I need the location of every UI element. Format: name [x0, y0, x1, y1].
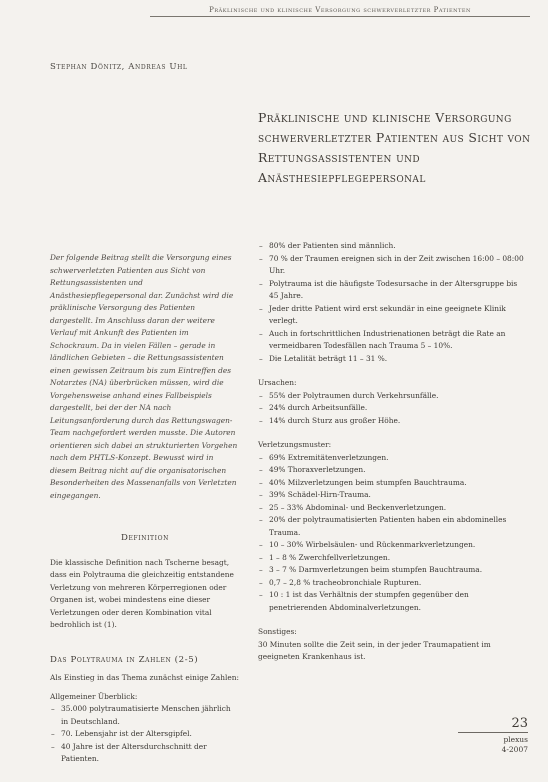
list-item: – 35.000 polytraumatisierte Menschen jährlich in Deutschland. — [50, 703, 240, 728]
list-item: – 10 : 1 ist das Verhältnis der stumpfen gegenüber den penetrierenden Abdominalverletzungen. — [258, 589, 528, 614]
page-footer — [458, 716, 528, 755]
title-line: schwerverletzter Patienten aus Sicht von — [258, 130, 531, 145]
list-item: – 49% Thoraxverletzungen. — [258, 464, 528, 477]
article-authors: Stephan Dönitz, Andreas Uhl — [50, 62, 188, 72]
journal-issue: 4-2007 — [501, 745, 528, 754]
list-item: – 40 Jahre ist der Altersdurchschnitt der Patienten. — [50, 741, 240, 766]
list-item: – 55% der Polytraumen durch Verkehrsunfälle. — [258, 390, 528, 403]
list-item: – 80% der Patienten sind männlich. — [258, 240, 528, 253]
section-heading-zahlen: Das Polytrauma in Zahlen (2-5) — [50, 654, 199, 665]
causes-list — [258, 390, 528, 428]
title-line: Rettungsassistenten und — [258, 150, 420, 165]
list-item: – 20% der polytraumatisierten Patienten haben ein abdominelles Trauma. — [258, 514, 528, 539]
list-item: – 14% durch Sturz aus großer Höhe. — [258, 415, 528, 428]
list-item: – 10 – 30% Wirbelsäulen- und Rückenmarkverletzungen. — [258, 539, 528, 552]
list-item: – 25 – 33% Abdominal- und Beckenverletzungen. — [258, 502, 528, 515]
list-item: – Auch in fortschrittlichen Industrienationen beträgt die Rate an vermeidbaren Todesfällen nach Trauma 5 – 10%. — [258, 328, 528, 353]
title-line: Präklinische und klinische Versorgung — [258, 110, 512, 125]
definition-text: Die klassische Definition nach Tscherne besagt, dass ein Polytrauma die gleichzeitig entstandene Verletzung von mehreren Körperregionen oder Organen ist, wobei mindestens eine dieser Verletzungen oder deren Kombination vital bedrohlich ist (1). — [50, 557, 234, 629]
page-number: 23 — [458, 716, 528, 733]
overview-label: Allgemeiner Überblick: — [50, 691, 138, 701]
injury-pattern-label: Verletzungsmuster: — [258, 440, 332, 449]
list-item: – 39% Schädel-Hirn-Trauma. — [258, 489, 528, 502]
list-item: – Polytrauma ist die häufigste Todesursache in der Altersgruppe bis 45 Jahre. — [258, 278, 528, 303]
list-item: – 24% durch Arbeitsunfälle. — [258, 402, 528, 415]
section-heading-definition: Definition — [121, 533, 169, 543]
list-item: – 1 – 8 % Zwerchfellverletzungen. — [258, 552, 528, 565]
list-item: – 70. Lebensjahr ist der Altersgipfel. — [50, 728, 240, 741]
overview-list-continued — [258, 240, 528, 365]
zahlen-intro: Als Einstieg in das Thema zunächst einige Zahlen: — [50, 673, 239, 682]
running-head: Präklinische und klinische Versorgung schwerverletzter Patienten — [150, 6, 530, 17]
list-item: – Die Letalität beträgt 11 – 31 %. — [258, 353, 528, 366]
list-item: – 70 % der Traumen ereignen sich in der Zeit zwischen 16:00 – 08:00 Uhr. — [258, 253, 528, 278]
journal-name: plexus — [503, 735, 528, 744]
overview-list — [50, 703, 240, 766]
injury-pattern-list — [258, 452, 528, 615]
list-item: – 69% Extremitätenverletzungen. — [258, 452, 528, 465]
misc-label: Sonstiges: — [258, 627, 297, 636]
right-column — [258, 240, 528, 664]
misc-text: 30 Minuten sollte die Zeit sein, in der jeder Traumapatient im geeigneten Krankenhaus ist. — [258, 639, 491, 661]
list-item: – 0,7 – 2,8 % tracheobronchiale Rupturen. — [258, 577, 528, 590]
list-item: – 40% Milzverletzungen beim stumpfen Bauchtrauma. — [258, 477, 528, 490]
left-column — [50, 252, 240, 766]
causes-label: Ursachen: — [258, 378, 297, 387]
list-item: – 3 – 7 % Darmverletzungen beim stumpfen Bauchtrauma. — [258, 564, 528, 577]
article-abstract: Der folgende Beitrag stellt die Versorgung eines schwerverletzten Patienten aus Sicht von Rettungsassistenten und Anästhesiepflegepersonal dar. Zunächst wird die präklinische Versorgung des Patienten dargestellt. Im Anschluss daran der weitere Verlauf mit Ankunft des Patienten im Schockraum. Da in vielen Fällen – gerade in ländlichen Gebieten – die Rettungsassistenten einen gewissen Zeitraum bis zum Eintreffen des Notarztes (NA) überbrücken müssen, wird die Vorgehensweise anhand eines Fallbeispiels dargestellt, bei der der NA nach Leitungsanforderung durch das Rettungswagen-Team nachgefordert werden musste. Die Autoren orientieren sich dabei an strukturierten Vorgehen nach dem PHTLS-Konzept. Bewusst wird in diesem Beitrag nicht auf die organisatorischen Besonderheiten des Massenanfalls von Verletzten eingegangen. — [50, 253, 238, 500]
list-item: – Jeder dritte Patient wird erst sekundär in eine geeignete Klinik verlegt. — [258, 303, 528, 328]
title-line: Anästhesiepflegepersonal — [258, 170, 426, 185]
article-title — [258, 108, 543, 188]
